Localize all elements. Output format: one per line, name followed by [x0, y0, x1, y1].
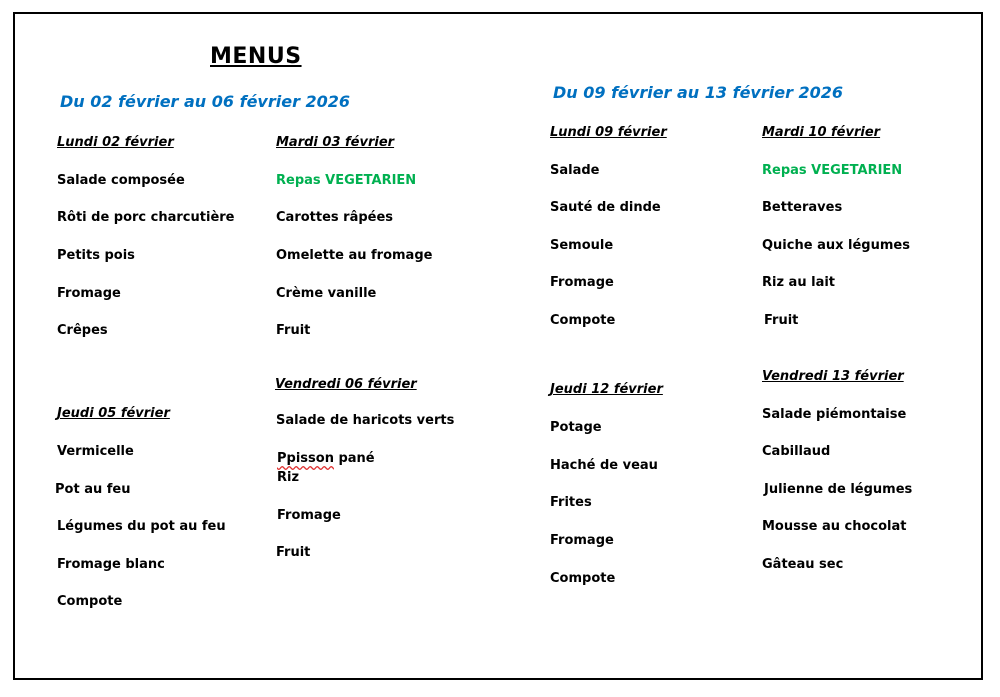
vegetarian-label: Repas VEGETARIEN [276, 173, 417, 188]
menu-item: Fromage [550, 275, 614, 290]
menu-item: Fromage blanc [57, 557, 165, 572]
menu-item: Haché de veau [550, 458, 658, 473]
menu-item: Fruit [764, 313, 799, 328]
menu-item: Rôti de porc charcutière [57, 210, 235, 225]
menu-item: Crème vanille [276, 286, 377, 301]
menu-item: Fruit [276, 323, 311, 338]
menu-item: Frites [550, 495, 592, 510]
menu-item: Semoule [550, 238, 614, 253]
menu-item: Fromage [550, 533, 614, 548]
day-heading-jeudi-12: Jeudi 12 février [550, 382, 663, 397]
menu-item: Quiche aux légumes [762, 238, 910, 253]
menu-item: Gâteau sec [762, 557, 844, 572]
spellcheck-word: Ppisson [277, 451, 334, 466]
day-heading-jeudi-05: Jeudi 05 février [57, 406, 170, 421]
menu-item [277, 451, 375, 466]
menu-item: Fromage [57, 286, 121, 301]
vegetarian-label: Repas VEGETARIEN [762, 163, 903, 178]
menu-item: Sauté de dinde [550, 200, 661, 215]
day-heading-vendredi-13: Vendredi 13 février [762, 369, 904, 384]
menu-item: Crêpes [57, 323, 108, 338]
menu-item: Mousse au chocolat [762, 519, 907, 534]
day-heading-vendredi-06: Vendredi 06 février [275, 377, 417, 392]
menu-item: Compote [550, 571, 616, 586]
menu-item: Salade [550, 163, 600, 178]
menu-item: Betteraves [762, 200, 843, 215]
day-heading-lundi-09: Lundi 09 février [550, 125, 667, 140]
menu-item: Cabillaud [762, 444, 831, 459]
menu-item: Compote [57, 594, 123, 609]
day-heading-mardi-03: Mardi 03 février [276, 135, 395, 150]
day-heading-lundi-02: Lundi 02 février [57, 135, 174, 150]
menu-item: Riz [277, 470, 300, 485]
day-heading-mardi-10: Mardi 10 février [762, 125, 881, 140]
menu-item: Potage [550, 420, 602, 435]
week-1-heading: Du 02 février au 06 février 2026 [60, 92, 351, 111]
menu-item: Fromage [277, 508, 341, 523]
menu-item: Fruit [276, 545, 311, 560]
page-title: MENUS [210, 44, 302, 69]
menu-item: Salade composée [57, 173, 185, 188]
menu-item: Salade de haricots verts [276, 413, 455, 428]
menu-item: Omelette au fromage [276, 248, 433, 263]
menu-item: Vermicelle [57, 444, 134, 459]
week-2-heading: Du 09 février au 13 février 2026 [553, 83, 844, 102]
menu-item: Pot au feu [55, 482, 131, 497]
menu-item: Petits pois [57, 248, 135, 263]
menu-item-suffix: pané [333, 451, 375, 466]
menu-item: Riz au lait [762, 275, 836, 290]
menu-item: Légumes du pot au feu [57, 519, 226, 534]
menu-item: Carottes râpées [276, 210, 394, 225]
page-frame [13, 12, 983, 680]
menu-item: Compote [550, 313, 616, 328]
menu-item: Salade piémontaise [762, 407, 907, 422]
menu-item: Julienne de légumes [764, 482, 913, 497]
